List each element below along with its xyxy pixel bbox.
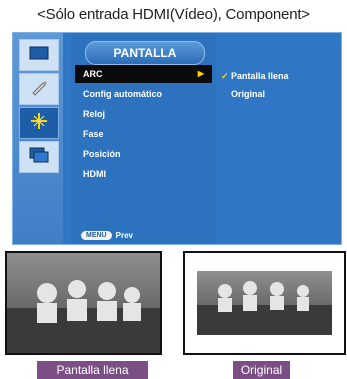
menu-item-label: HDMI	[83, 169, 106, 179]
picture-icon	[29, 45, 49, 66]
menu-item-label: Reloj	[83, 109, 106, 119]
submenu-item-full[interactable]	[221, 71, 289, 81]
crosshair-icon	[29, 111, 49, 136]
menu-title: PANTALLA	[85, 41, 205, 65]
menu-footer-label: Prev	[115, 231, 133, 240]
osd-window	[12, 32, 342, 245]
caption-full-screen: Pantalla llena	[37, 361, 148, 379]
preview-full-screen-image	[5, 251, 162, 355]
menu-item-label: Fase	[83, 129, 104, 139]
submenu-item-original[interactable]	[231, 89, 265, 99]
menu-item-label: Config automático	[83, 89, 162, 99]
rail-item-crosshair[interactable]	[19, 107, 59, 139]
menu-item-posicion[interactable]	[75, 145, 212, 163]
rail-item-screen[interactable]	[19, 141, 59, 173]
preview-original-image	[183, 251, 346, 355]
menu-key-button[interactable]: MENU	[81, 231, 112, 240]
menu-item-reloj[interactable]	[75, 105, 212, 123]
page-title: <Sólo entrada HDMI(Vídeo), Component>	[37, 6, 310, 23]
submenu-item-label: Original	[231, 89, 266, 99]
menu-item-hdmi[interactable]	[75, 165, 212, 183]
right-arrow-icon: ▶	[197, 69, 204, 78]
menu-footer	[81, 231, 133, 240]
rail-item-pencil[interactable]	[19, 73, 59, 105]
menu-item-label: Posición	[83, 149, 121, 159]
osd-icon-rail	[13, 33, 63, 244]
osd-main-menu	[71, 33, 216, 244]
pencil-icon	[29, 77, 49, 102]
menu-item-arc[interactable]	[75, 65, 212, 83]
osd-submenu	[221, 61, 339, 131]
submenu-item-label: Pantalla llena	[231, 71, 289, 81]
caption-original: Original	[233, 361, 290, 379]
check-icon: ✓	[221, 71, 229, 81]
menu-item-fase[interactable]	[75, 125, 212, 143]
rail-item-picture[interactable]	[19, 39, 59, 71]
screen-icon	[29, 147, 49, 168]
menu-item-config[interactable]	[75, 85, 212, 103]
menu-item-label: ARC	[83, 69, 103, 79]
